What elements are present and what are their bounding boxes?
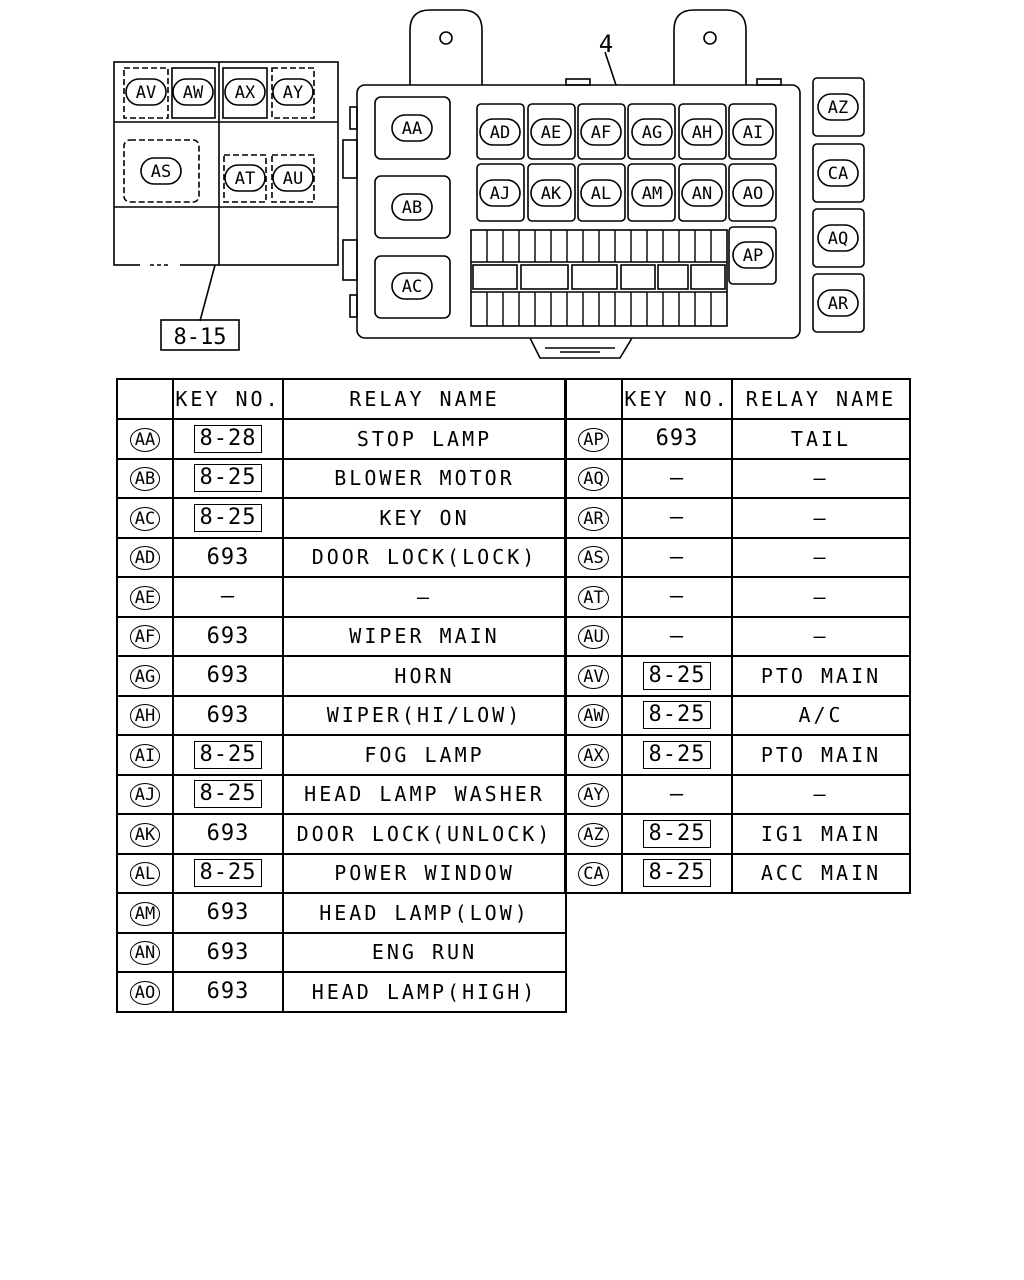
svg-text:AV: AV <box>135 83 157 103</box>
callout-number: 4 <box>598 30 614 58</box>
relay-name: HEAD LAMP WASHER <box>283 775 566 815</box>
table-row <box>565 656 910 696</box>
relay-label-aa <box>392 115 432 141</box>
key-no: 8-25 <box>643 701 712 729</box>
relay-code: AN <box>130 941 160 965</box>
relay-name: A/C <box>732 696 910 736</box>
relay-name: BLOWER MOTOR <box>283 459 566 499</box>
key-no-header: KEY NO. <box>622 379 732 419</box>
relay-label-an <box>682 180 722 206</box>
svg-text:AP: AP <box>742 246 764 266</box>
relay-code: AR <box>578 507 608 531</box>
relay-code: AS <box>578 546 608 570</box>
svg-text:AQ: AQ <box>827 229 849 249</box>
table-row <box>117 814 566 854</box>
relay-label-ao <box>733 180 773 206</box>
relay-code: CA <box>578 862 608 886</box>
relay-code: AE <box>130 586 160 610</box>
key-no: 8-28 <box>194 425 263 453</box>
relay-code: AK <box>130 823 160 847</box>
svg-text:AD: AD <box>489 123 511 143</box>
relay-code: AO <box>130 981 160 1005</box>
relay-name: HORN <box>283 656 566 696</box>
key-no: 693 <box>206 544 250 570</box>
relay-label-ad <box>480 119 520 145</box>
relay-name: KEY ON <box>283 498 566 538</box>
key-no: 8-25 <box>643 662 712 690</box>
table-row <box>565 775 910 815</box>
relay-name: — <box>732 498 910 538</box>
key-no: 693 <box>206 979 250 1005</box>
relay-code: AI <box>130 744 160 768</box>
svg-text:AA: AA <box>401 119 423 139</box>
relay-label-ca <box>818 160 858 186</box>
table-row <box>565 735 910 775</box>
relay-code: AU <box>578 625 608 649</box>
relay-name: ACC MAIN <box>732 854 910 894</box>
table-row <box>117 617 566 657</box>
table-row <box>565 538 910 578</box>
detail-leader-line <box>200 265 215 321</box>
svg-text:AZ: AZ <box>827 98 849 118</box>
svg-text:AL: AL <box>590 184 612 204</box>
svg-text:AB: AB <box>401 198 423 218</box>
relay-code: AL <box>130 862 160 886</box>
svg-text:AY: AY <box>282 83 304 103</box>
relay-label-at <box>225 165 265 191</box>
svg-text:AI: AI <box>742 123 764 143</box>
svg-text:AO: AO <box>742 184 764 204</box>
relay-label-ah <box>682 119 722 145</box>
svg-text:AH: AH <box>691 123 713 143</box>
relay-code: AP <box>578 428 608 452</box>
table-row <box>565 419 910 459</box>
relay-label-aj <box>480 180 520 206</box>
relay-table-left <box>116 378 567 1013</box>
key-no: — <box>669 623 685 649</box>
relay-label-az <box>818 94 858 120</box>
relay-code: AW <box>578 704 608 728</box>
relay-name: — <box>732 459 910 499</box>
relay-code: AD <box>130 546 160 570</box>
relay-name: TAIL <box>732 419 910 459</box>
relay-name-header: RELAY NAME <box>283 379 566 419</box>
relay-label-aq <box>818 225 858 251</box>
main-relay-box <box>343 10 800 358</box>
relay-name: — <box>732 775 910 815</box>
relay-name: DOOR LOCK(UNLOCK) <box>283 814 566 854</box>
relay-name-header: RELAY NAME <box>732 379 910 419</box>
relay-name: WIPER(HI/LOW) <box>283 696 566 736</box>
key-no: 693 <box>206 939 250 965</box>
relay-name: STOP LAMP <box>283 419 566 459</box>
relay-code: AT <box>578 586 608 610</box>
key-no: 8-25 <box>194 859 263 887</box>
svg-text:AR: AR <box>827 294 849 314</box>
relay-label-ak <box>531 180 571 206</box>
relay-name: — <box>732 577 910 617</box>
table-row <box>565 814 910 854</box>
table-row <box>565 577 910 617</box>
key-no: — <box>669 505 685 531</box>
key-no: 693 <box>206 663 250 689</box>
relay-code: AC <box>130 507 160 531</box>
table-row <box>565 854 910 894</box>
svg-text:AE: AE <box>540 123 562 143</box>
relay-label-au <box>273 165 313 191</box>
relay-code: AY <box>578 783 608 807</box>
main-block-relay-labels <box>392 115 773 299</box>
relay-name: DOOR LOCK(LOCK) <box>283 538 566 578</box>
table-row <box>117 577 566 617</box>
key-no: 8-25 <box>643 859 712 887</box>
relay-name: WIPER MAIN <box>283 617 566 657</box>
relay-name: ENG RUN <box>283 933 566 973</box>
relay-label-ap <box>733 242 773 268</box>
key-no: 8-25 <box>643 741 712 769</box>
svg-text:AM: AM <box>641 184 663 204</box>
key-no: — <box>220 584 236 610</box>
relay-name: HEAD LAMP(HIGH) <box>283 972 566 1012</box>
code-header <box>565 379 622 419</box>
svg-text:AX: AX <box>234 83 256 103</box>
relay-code: AH <box>130 704 160 728</box>
svg-text:AT: AT <box>234 169 256 189</box>
table-row <box>117 893 566 933</box>
svg-text:CA: CA <box>827 164 849 184</box>
table-header-row <box>117 379 566 419</box>
table-row <box>117 538 566 578</box>
relay-code: AZ <box>578 823 608 847</box>
table-header-row <box>565 379 910 419</box>
relay-code: AA <box>130 428 160 452</box>
table-row <box>117 419 566 459</box>
key-no: 8-25 <box>194 464 263 492</box>
key-no-header: KEY NO. <box>173 379 283 419</box>
svg-text:AG: AG <box>641 123 663 143</box>
relay-name: — <box>283 577 566 617</box>
table-row <box>565 617 910 657</box>
relay-table-right <box>564 378 911 894</box>
relay-label-am <box>632 180 672 206</box>
table-row <box>117 972 566 1012</box>
relay-label-ae <box>531 119 571 145</box>
key-no: 693 <box>206 623 250 649</box>
relay-code: AJ <box>130 783 160 807</box>
svg-text:AU: AU <box>282 169 304 189</box>
relay-label-ay <box>273 79 313 105</box>
svg-text:AF: AF <box>590 123 612 143</box>
relay-label-ag <box>632 119 672 145</box>
relay-code: AM <box>130 902 160 926</box>
relay-label-af <box>581 119 621 145</box>
relay-label-al <box>581 180 621 206</box>
side-relay-labels <box>818 94 858 316</box>
relay-name: IG1 MAIN <box>732 814 910 854</box>
relay-label-as <box>141 158 181 184</box>
relay-code: AG <box>130 665 160 689</box>
table-row <box>565 459 910 499</box>
relay-name: HEAD LAMP(LOW) <box>283 893 566 933</box>
table-row <box>565 696 910 736</box>
key-no: — <box>669 781 685 807</box>
key-no: — <box>669 465 685 491</box>
relay-code: AB <box>130 467 160 491</box>
relay-name: FOG LAMP <box>283 735 566 775</box>
relay-name: — <box>732 617 910 657</box>
key-no: 8-25 <box>643 820 712 848</box>
relay-label-ab <box>392 194 432 220</box>
relay-name: PTO MAIN <box>732 656 910 696</box>
table-row <box>117 459 566 499</box>
relay-label-ac <box>392 273 432 299</box>
table-row <box>117 854 566 894</box>
table-row <box>117 656 566 696</box>
table-row <box>117 933 566 973</box>
key-no: — <box>669 584 685 610</box>
key-no: 693 <box>206 702 250 728</box>
key-no: 8-25 <box>194 780 263 808</box>
relay-box-diagram <box>0 0 1024 370</box>
relay-label-ai <box>733 119 773 145</box>
table-row <box>565 498 910 538</box>
key-no: 8-25 <box>194 504 263 532</box>
svg-text:AK: AK <box>540 184 562 204</box>
relay-label-ax <box>225 79 265 105</box>
relay-label-ar <box>818 290 858 316</box>
key-no: 8-25 <box>194 741 263 769</box>
svg-text:AN: AN <box>691 184 713 204</box>
table-row <box>117 696 566 736</box>
key-no: — <box>669 544 685 570</box>
svg-text:AS: AS <box>150 162 172 182</box>
key-no: 693 <box>206 821 250 847</box>
svg-text:AW: AW <box>182 83 204 103</box>
relay-label-av <box>126 79 166 105</box>
table-row <box>117 498 566 538</box>
code-header <box>117 379 173 419</box>
table-row <box>117 735 566 775</box>
relay-name: PTO MAIN <box>732 735 910 775</box>
key-no: 693 <box>655 426 699 452</box>
relay-code: AX <box>578 744 608 768</box>
svg-text:AC: AC <box>401 277 423 297</box>
relay-code: AQ <box>578 467 608 491</box>
relay-label-aw <box>173 79 213 105</box>
detail-ref-label: 8-15 <box>173 325 227 350</box>
relay-name: POWER WINDOW <box>283 854 566 894</box>
key-no: 693 <box>206 900 250 926</box>
relay-name: — <box>732 538 910 578</box>
relay-code: AF <box>130 625 160 649</box>
relay-code: AV <box>578 665 608 689</box>
svg-text:AJ: AJ <box>489 184 511 204</box>
table-row <box>117 775 566 815</box>
